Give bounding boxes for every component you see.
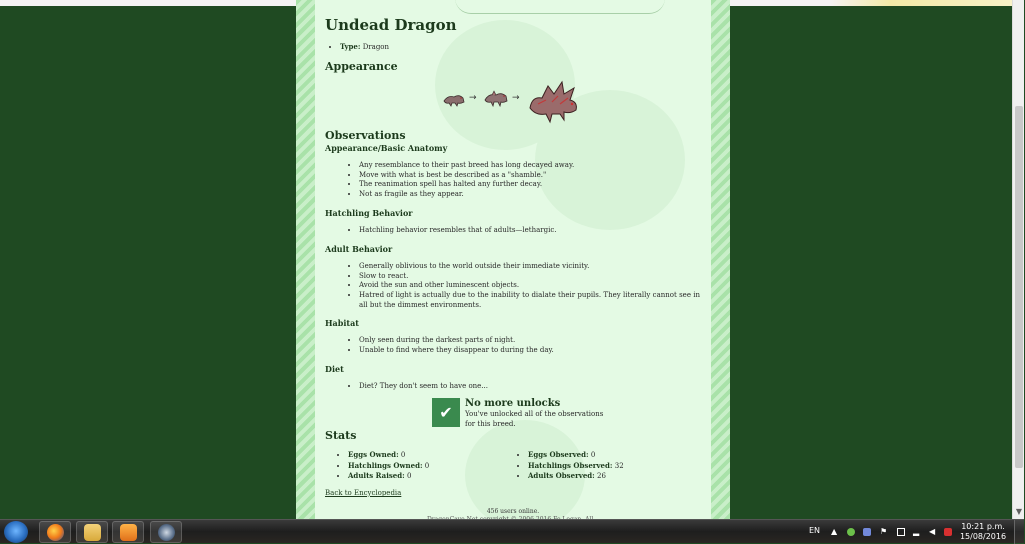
subsection-title-habitat: Habitat [325,318,359,328]
flag-icon[interactable]: ⚑ [880,527,888,536]
type-item: • Type: Dragon [340,42,389,53]
list-item: • Unable to find where they disappear to during the day. [359,346,698,356]
file-explorer-icon [84,524,101,541]
language-indicator[interactable]: EN [809,526,821,535]
adult-sprite [524,78,582,124]
stats-right-list [517,450,697,482]
header-ornament [455,0,665,14]
stat-item: • Eggs Owned: 0 [348,450,507,461]
start-button[interactable] [4,521,28,543]
list-item: • Avoid the sun and other luminescent objects. [359,281,700,291]
appearance-heading: Appearance [325,60,398,73]
firefox-icon [47,524,64,541]
arrow-icon: → [512,93,520,103]
vertical-scrollbar[interactable] [1012,0,1024,519]
list-item: • Only seen during the darkest parts of night. [359,336,698,346]
network-signal-icon[interactable]: ▂ [913,527,920,536]
subsection-title-hatchling: Hatchling Behavior [325,208,413,218]
subsection-title-adult: Adult Behavior [325,244,393,254]
stat-item: • Adults Raised: 0 [348,471,507,482]
scroll-down-arrow-icon[interactable]: ▼ [1015,507,1023,516]
taskbar [0,519,1024,543]
taskbar-app-firefox[interactable] [39,521,71,543]
egg-sprite [442,92,466,108]
clock-date[interactable]: 15/08/2016 [959,532,1007,541]
list-item: • Hatred of light is actually due to the inability to dialate their pupils. They literally cannot see in all but the dimmest environments. [359,291,700,310]
diet-list [348,382,698,392]
content-frame [296,0,730,519]
list-item: • The reanimation spell has halted any further decay. [359,180,698,190]
habitat-list [348,336,698,355]
checkmark-icon: ✔ [432,398,460,427]
stat-item: • Hatchlings Observed: 32 [528,461,697,472]
taskbar-app-media-player[interactable] [112,521,144,543]
anatomy-list [348,161,698,200]
users-online-text: 456 users online. [486,508,540,515]
list-item: • Move with what is best be described as a "shamble." [359,171,698,181]
hatchling-sprite [483,90,509,108]
steam-icon [158,524,175,541]
stat-item: • Eggs Observed: 0 [528,450,697,461]
list-item: • Diet? They don't seem to have one... [359,382,698,392]
list-item: • Generally oblivious to the world outside their immediate vicinity. [359,262,700,272]
content-panel [315,0,711,519]
taskbar-app-steam[interactable] [150,521,182,543]
stat-item: • Adults Observed: 26 [528,471,697,482]
adult-list [348,262,700,311]
unlock-description: You've unlocked all of the observations for this breed. [465,410,604,428]
page-title: Undead Dragon [325,16,457,34]
list-item: • Hatchling behavior resembles that of adults—lethargic. [359,226,698,236]
type-value: Dragon [362,43,390,51]
type-list [329,42,389,53]
battery-icon[interactable] [897,528,905,536]
media-player-icon [120,524,137,541]
list-item: • Any resemblance to their past breed has long decayed away. [359,161,698,171]
list-item: • Not as fragile as they appear. [359,190,698,200]
stripe-border-left [296,0,315,519]
subsection-title-diet: Diet [325,364,344,374]
unlock-title: No more unlocks [465,398,561,409]
scrollbar-thumb[interactable] [1015,106,1023,468]
list-item: • Slow to react. [359,272,700,282]
tray-app-icon[interactable] [847,528,855,536]
volume-icon[interactable]: ◀ [929,527,936,536]
stat-item: • Hatchlings Owned: 0 [348,461,507,472]
observations-heading: Observations [325,129,406,142]
arrow-icon: → [469,93,477,103]
subsection-title-anatomy: Appearance/Basic Anatomy [325,143,448,153]
stats-heading: Stats [325,429,357,442]
discord-icon[interactable] [863,528,871,536]
show-desktop-button[interactable] [1014,520,1024,544]
clock-time[interactable]: 10:21 p.m. [961,522,1005,531]
hatchling-list [348,226,698,236]
stripe-border-right [711,0,730,519]
back-to-encyclopedia-link[interactable]: Back to Encyclopedia [325,489,402,497]
stats-left-list [337,450,507,482]
show-hidden-icons-icon[interactable]: ▲ [831,527,838,536]
security-alert-icon[interactable] [944,528,952,536]
taskbar-app-explorer[interactable] [76,521,108,543]
